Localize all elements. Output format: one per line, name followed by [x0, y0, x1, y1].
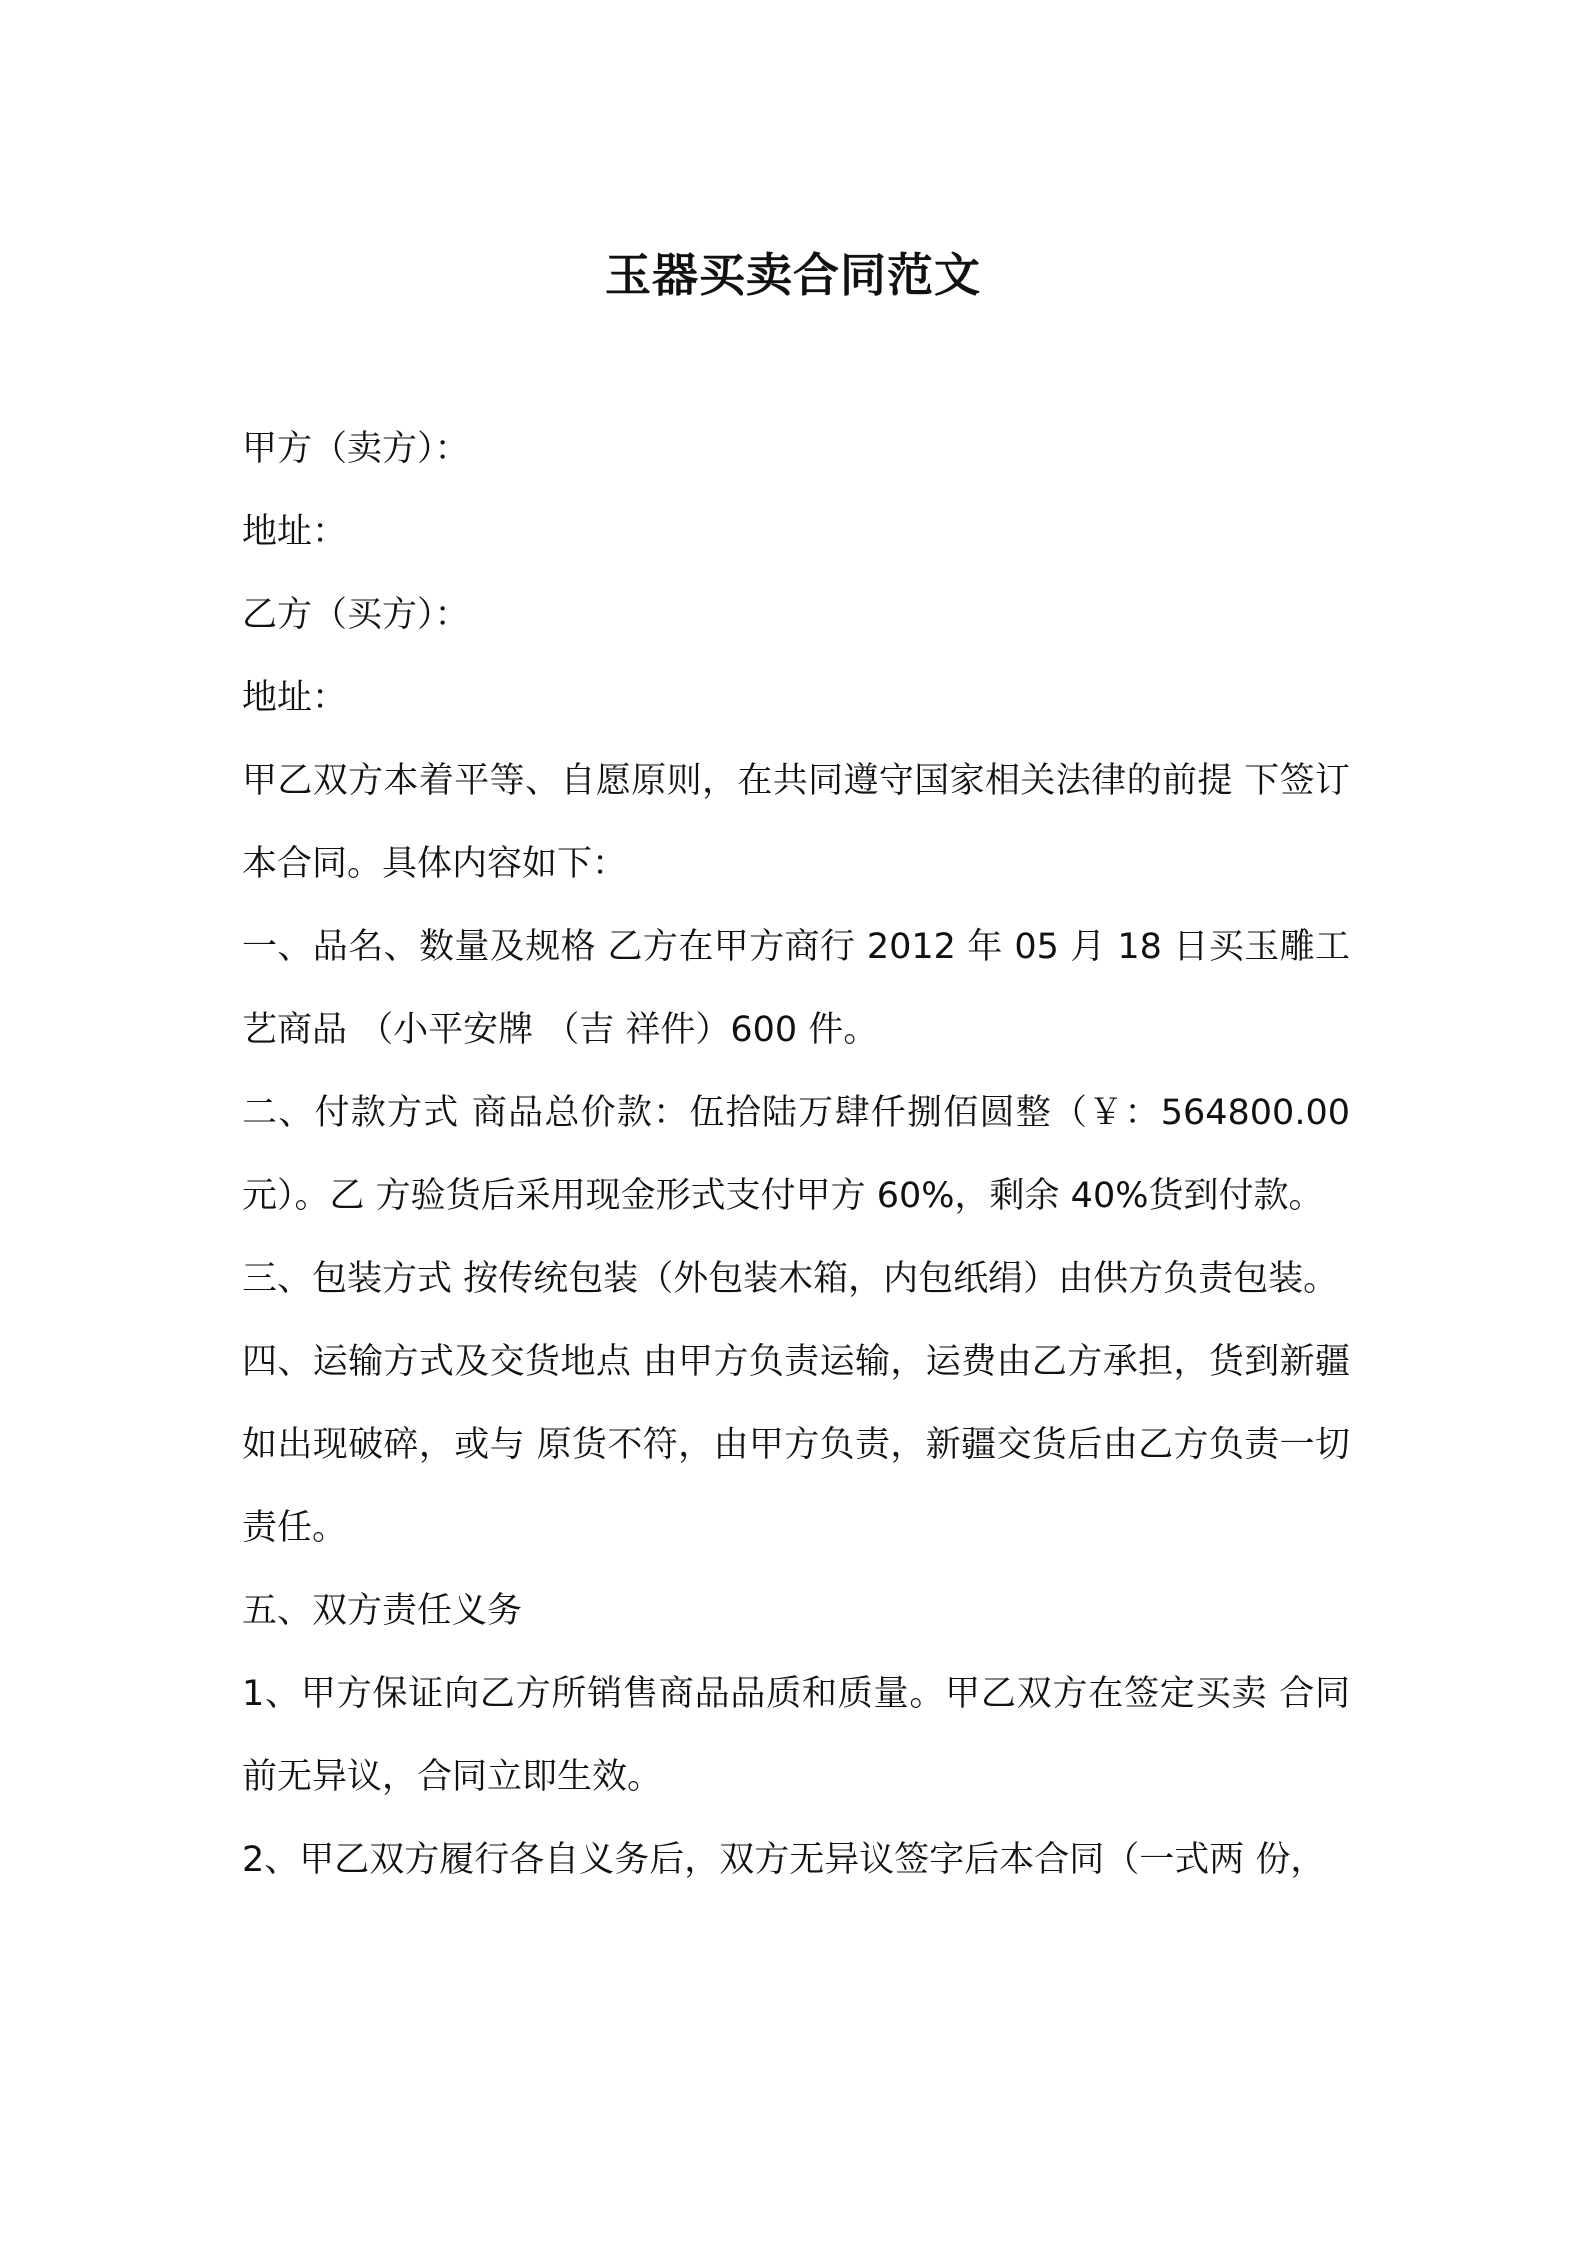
seller-party-line: 甲方（卖方）：: [242, 429, 470, 469]
clause-5-item-2: 2、甲乙双方履行各自义务后，双方无异议签字后本合同（一式两 份，: [242, 1840, 1326, 1880]
seller-address-line: 地址：: [242, 512, 348, 552]
clause-2-payment: 二、付款方式 商品总价款：伍拾陆万肆仟捌佰圆整（￥：564800.00元）。乙 方验货后采用现金形式支付甲方 60%，剩余 40%货到付款。: [242, 1093, 1350, 1216]
document-title: 玉器买卖合同范文: [605, 247, 981, 302]
clause-5-heading: 五、双方责任义务: [242, 1591, 523, 1631]
clause-1-goods: 一、品名、数量及规格 乙方在甲方商行 2012 年 05 月 18 日买玉雕工艺商品 （小平安牌 （吉 祥件）600 件。: [242, 927, 1350, 1050]
clause-3-packaging: 三、包装方式 按传统包装（外包装木箱，内包纸绢）由供方负责包装。: [242, 1259, 1339, 1299]
clause-5-item-1: 1、甲方保证向乙方所销售商品品质和质量。甲乙双方在签定买卖 合同前无异议，合同立即生效。: [242, 1674, 1350, 1797]
clause-4-transport: 四、运输方式及交货地点 由甲方负责运输，运费由乙方承担，货到新疆如出现破碎，或与 原货不符，由甲方负责，新疆交货后由乙方负责一切责任。: [242, 1342, 1350, 1548]
document-body: [242, 408, 1350, 1902]
preamble-paragraph: 甲乙双方本着平等、自愿原则，在共同遵守国家相关法律的前提 下签订本合同。具体内容如下：: [242, 761, 1350, 884]
buyer-address-line: 地址：: [242, 678, 348, 718]
buyer-party-line: 乙方（买方）：: [242, 595, 470, 635]
